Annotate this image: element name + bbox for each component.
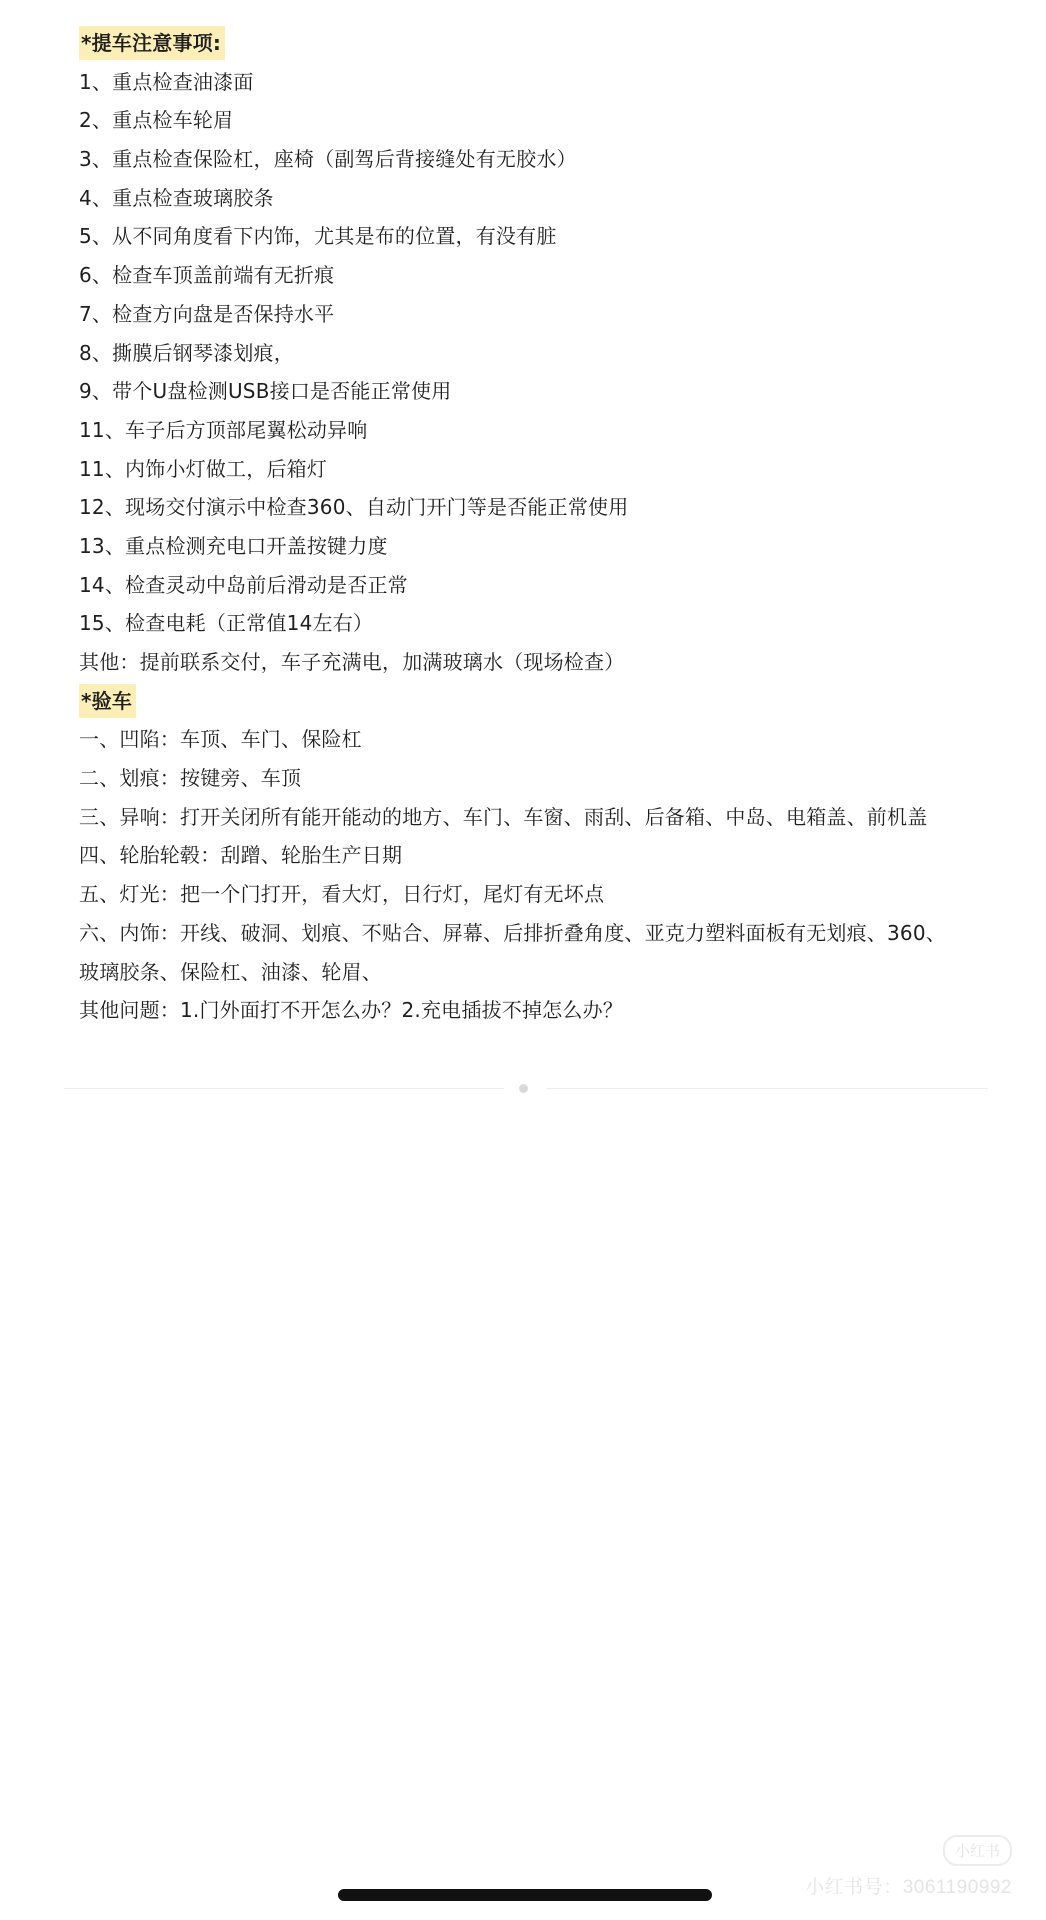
list-item: 7、检查方向盘是否保持水平 — [79, 301, 335, 326]
list-item: 2、重点检车轮眉 — [79, 108, 234, 133]
divider-line-right — [546, 1088, 988, 1089]
list-item: 三、异响：打开关闭所有能开能动的地方、车门、车窗、雨刮、后备箱、中岛、电箱盖、前机盖 — [79, 804, 928, 829]
list-item: 14、检查灵动中岛前后滑动是否正常 — [79, 572, 408, 597]
list-item: 8、撕膜后钢琴漆划痕， — [79, 340, 294, 365]
list-item: 11、内饰小灯做工，后箱灯 — [79, 456, 328, 481]
list-item: 9、带个U盘检测USB接口是否能正常使用 — [79, 379, 452, 404]
divider-dot — [519, 1084, 528, 1093]
watermark-logo: 小红书 — [943, 1835, 1012, 1866]
home-indicator[interactable] — [338, 1889, 712, 1901]
divider-line-left — [64, 1088, 504, 1089]
list-item: 3、重点检查保险杠，座椅（副驾后背接缝处有无胶水） — [79, 147, 577, 172]
other-note: 其他：提前联系交付，车子充满电，加满玻璃水（现场检查） — [79, 650, 625, 674]
heading-text: *验车 — [79, 684, 136, 718]
section-heading-pickup — [79, 24, 1019, 63]
watermark — [805, 1835, 1012, 1899]
heading-text: *提车注意事项: — [79, 26, 225, 60]
list-item: 五、灯光：把一个门打开，看大灯，日行灯，尾灯有无坏点 — [79, 882, 605, 907]
list-item: 15、检查电耗（正常值14左右） — [79, 611, 374, 636]
list-item: 4、重点检查玻璃胶条 — [79, 185, 274, 210]
section-heading-inspection — [79, 682, 1019, 721]
list-item: 二、划痕：按键旁、车顶 — [79, 766, 302, 791]
document-body — [79, 24, 1019, 1030]
other-questions: 其他问题：1.门外面打不开怎么办？2.充电插拔不掉怎么办？ — [79, 998, 623, 1023]
list-item: 一、凹陷：车顶、车门、保险杠 — [79, 727, 362, 752]
list-item: 六、内饰：开线、破洞、划痕、不贴合、屏幕、后排折叠角度、亚克力塑料面板有无划痕、360、 — [79, 920, 946, 945]
list-item-continued: 玻璃胶条、保险杠、油漆、轮眉、 — [79, 959, 382, 984]
list-item: 5、从不同角度看下内饰，尤其是布的位置，有没有脏 — [79, 224, 557, 249]
watermark-id: 小红书号：3061190992 — [805, 1877, 1012, 1898]
list-item: 6、检查车顶盖前端有无折痕 — [79, 263, 335, 288]
list-item: 四、轮胎轮毂：刮蹭、轮胎生产日期 — [79, 843, 403, 868]
list-item: 11、车子后方顶部尾翼松动异响 — [79, 417, 368, 442]
list-item: 1、重点检查油漆面 — [79, 69, 254, 94]
list-item: 12、现场交付演示中检查360、自动门开门等是否能正常使用 — [79, 495, 629, 520]
list-item: 13、重点检测充电口开盖按键力度 — [79, 533, 388, 558]
